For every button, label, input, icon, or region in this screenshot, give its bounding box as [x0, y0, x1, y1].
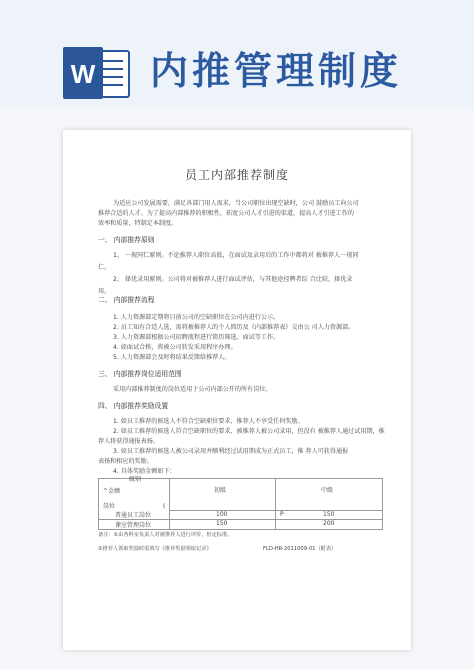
section-heading: 四、 内部推荐奖励设置: [98, 402, 169, 410]
section-heading: 三、 内部推荐岗位适用范围: [98, 370, 182, 378]
section-line: 荐人将获得通报表扬。: [98, 438, 159, 445]
section-line: 仁。: [98, 264, 111, 271]
document-title: 员工内部推荐制度: [184, 168, 289, 182]
word-icon-letter: W: [70, 59, 96, 89]
banner-title: 内推管理制度: [150, 49, 403, 93]
table-pipe-mark: (: [163, 503, 166, 510]
section-heading: 一、 内部推荐原则: [98, 236, 155, 244]
section-line: 2、 择优录用原则。公司将对被推荐人进行面试评估，与其他途径聘者综 合比较，择优录: [113, 276, 353, 283]
intro-line: 效率和质量，特制定本制度。: [98, 220, 178, 227]
table-level-label: 级别: [129, 476, 142, 483]
section-heading: 二、 内部推荐流程: [98, 296, 155, 304]
section-line: 2. 员工知有合适人选，需将被推荐人的个人简历及《内部推荐表》交由公 司人力资源部。: [113, 324, 355, 331]
section-line: 4. 具体奖励金额如下：: [113, 468, 176, 475]
section-line: 采用内部推荐制度的岗位适用于公司内部公开的所有岗位。: [113, 386, 272, 393]
banner: [0, 0, 474, 108]
table-col-initial: 初级: [214, 487, 227, 494]
section-line: 5. 人力资源部会及时将结果反馈给推荐人。: [113, 354, 231, 361]
section-line: 3. 人力资源部根据公司招聘流程进行简历筛选、面试等工作。: [113, 334, 280, 341]
table-row1-initial: 100: [216, 511, 228, 518]
section-line: 1. 如员工推荐的候选人不符合空缺职位要求，推荐人不享受任何奖励。: [113, 418, 304, 425]
table-note: 备注：①由各科室负责人对被推荐人进行评价、但定标准。: [98, 532, 233, 538]
table-row2-label: 课室管理岗位: [115, 522, 152, 529]
reward-table: [98, 478, 383, 530]
section-line: 2. 如员工推荐的候选人符合空缺职位的要求，被推荐人被公司录用，但没有 被推荐人通过试用期，推: [113, 428, 385, 435]
table-row2-mid: 200: [323, 520, 335, 527]
table-col-mid: 中级: [321, 487, 334, 494]
table-p-mark: P: [280, 511, 284, 518]
section-line: 1、 一视同仁原则。不论推荐人职位高低，在面试及录用后的工作中都将对 被推荐人一视同: [113, 252, 359, 259]
document-page: [63, 130, 411, 650]
document-code: FLD-HR-2011009-01（附表）: [263, 546, 337, 552]
section-line: 1. 人力资源部定期将目前公司的空缺职位在公司内进行公示。: [113, 314, 280, 321]
table-row1-label: 普通员工岗位: [115, 512, 152, 519]
intro-line: 为适应公司发展需要，满足各部门用人需求，当公司职位出现空缺时，公司 鼓励员工向公司: [113, 200, 359, 207]
word-document-icon: [63, 45, 131, 101]
table-row1-mid: 150: [323, 511, 335, 518]
section-line: 3. 如员工推荐的候选人被公司录用并顺利经过试用期成为正式员工，推 荐人可获得通报: [113, 448, 349, 455]
section-line: 4. 如面试合格，将被公司转发采用程序办理。: [113, 344, 237, 351]
table-note-2: ②推荐人领取奖励时需填写《推荐奖励领取记录》: [98, 546, 212, 552]
table-row2-initial: 150: [216, 520, 228, 527]
section-line: 表扬和相应的奖励。: [98, 458, 153, 465]
section-line: 用。: [98, 288, 111, 295]
intro-line: 推荐合适的人才。为了提高内部推荐的积极性，拓宽公司人才引进的渠道，提高人才引进工作的: [98, 210, 354, 217]
table-amount-label: ^金额: [103, 488, 121, 495]
table-pos-label: 岗位: [103, 503, 116, 510]
